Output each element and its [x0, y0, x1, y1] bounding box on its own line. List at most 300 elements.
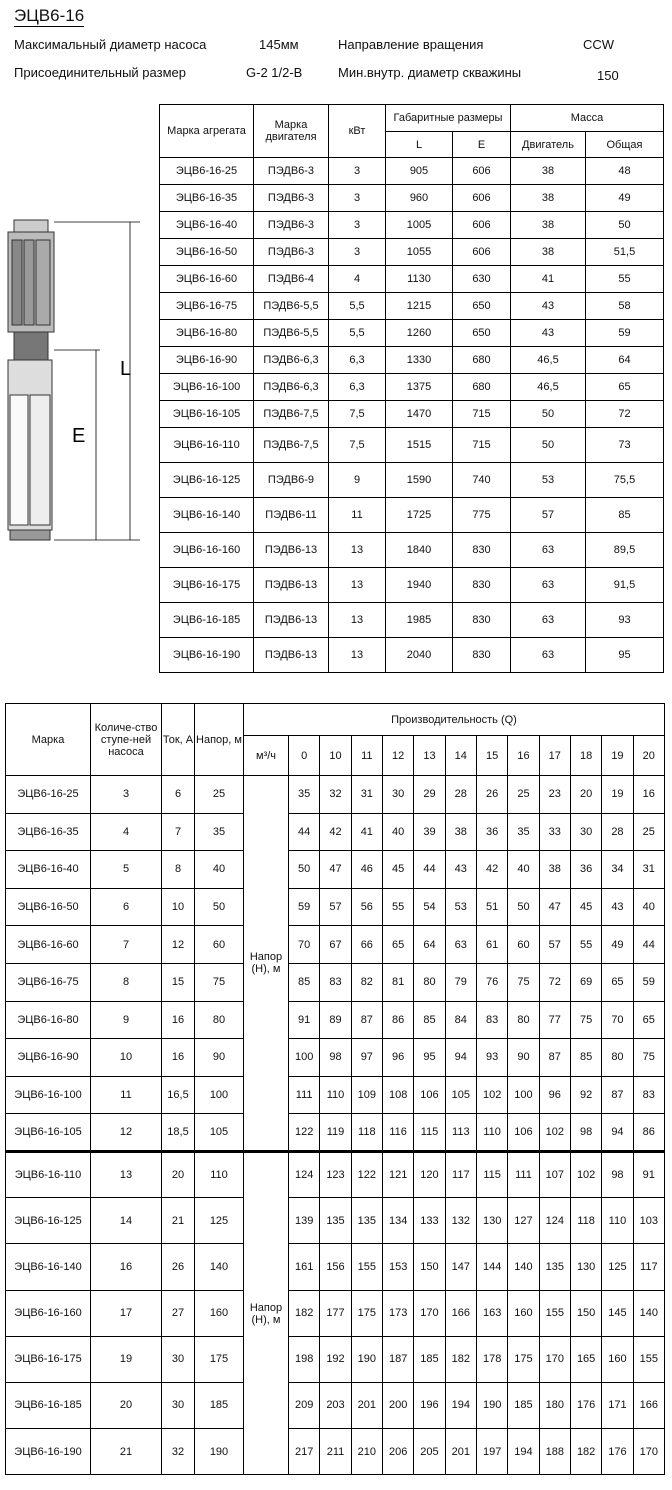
- well-diameter-value: 150: [597, 68, 619, 83]
- table-cell: 90: [195, 1039, 244, 1077]
- head-value: 182: [445, 1336, 476, 1382]
- table-cell: 9: [91, 1001, 162, 1039]
- head-value: 119: [320, 1114, 351, 1152]
- table-cell: 30: [162, 1336, 195, 1382]
- head-value: 65: [602, 963, 633, 1001]
- table-cell: 65: [586, 374, 664, 401]
- table-cell: ПЭДВ6-11: [254, 498, 329, 533]
- head-value: 125: [602, 1244, 633, 1290]
- head-value: 91: [289, 1001, 320, 1039]
- table-cell: ПЭДВ6-3: [254, 185, 329, 212]
- col-mass-total-header: Общая: [586, 132, 664, 158]
- head-value: 165: [570, 1336, 601, 1382]
- head-value: 111: [289, 1076, 320, 1114]
- head-value: 139: [289, 1198, 320, 1244]
- table-row: [160, 401, 664, 428]
- table-cell: ЭЦВ6-16-105: [160, 401, 254, 428]
- head-value: 100: [508, 1076, 539, 1114]
- table-cell: 63: [511, 568, 586, 603]
- head-value: 170: [633, 1429, 664, 1475]
- head-value: 28: [445, 776, 476, 814]
- head-value: 67: [320, 926, 351, 964]
- table-cell: 830: [453, 568, 511, 603]
- table-cell: 38: [511, 212, 586, 239]
- table-row: [160, 533, 664, 568]
- head-value: 20: [570, 776, 601, 814]
- head-value: 155: [351, 1244, 382, 1290]
- table-cell: 80: [195, 1001, 244, 1039]
- table-cell: 1725: [386, 498, 453, 533]
- table-row: [160, 293, 664, 320]
- head-value: 134: [382, 1198, 413, 1244]
- head-value: 103: [633, 1198, 664, 1244]
- flow-header: 10: [320, 736, 351, 776]
- table-cell: 43: [511, 320, 586, 347]
- table-cell: 14: [91, 1198, 162, 1244]
- head-value: 122: [351, 1151, 382, 1197]
- table-cell: 1515: [386, 428, 453, 463]
- head-value: 121: [382, 1151, 413, 1197]
- head-value: 85: [289, 963, 320, 1001]
- connection-value: G-2 1/2-B: [246, 65, 303, 80]
- table-cell: 20: [91, 1382, 162, 1428]
- table-cell: 1260: [386, 320, 453, 347]
- table-cell: ПЭДВ6-3: [254, 239, 329, 266]
- head-value: 175: [508, 1336, 539, 1382]
- head-value: 87: [351, 1001, 382, 1039]
- head-value: 120: [414, 1151, 445, 1197]
- table-cell: 50: [195, 888, 244, 926]
- head-value: 35: [508, 813, 539, 851]
- head-label: Напор (Н), м: [244, 1151, 289, 1474]
- head-value: 100: [289, 1039, 320, 1077]
- head-value: 109: [351, 1076, 382, 1114]
- head-value: 72: [539, 963, 570, 1001]
- col-L-header: L: [386, 132, 453, 158]
- head-value: 113: [445, 1114, 476, 1152]
- table-row: [6, 1114, 665, 1152]
- table-cell: 1330: [386, 347, 453, 374]
- table-cell: 50: [511, 428, 586, 463]
- head-value: 210: [351, 1429, 382, 1475]
- table-row: [160, 603, 664, 638]
- table-cell: 190: [195, 1429, 244, 1475]
- table-cell: 2040: [386, 638, 453, 673]
- table-cell: 46,5: [511, 347, 586, 374]
- table-row: [160, 158, 664, 185]
- table-cell: 12: [162, 926, 195, 964]
- head-value: 84: [445, 1001, 476, 1039]
- table-cell: ПЭДВ6-5,5: [254, 293, 329, 320]
- table-cell: ЭЦВ6-16-40: [160, 212, 254, 239]
- table-cell: 46,5: [511, 374, 586, 401]
- table-cell: 17: [91, 1290, 162, 1336]
- flow-header: 0: [289, 736, 320, 776]
- table-cell: 15: [162, 963, 195, 1001]
- table-row: [160, 463, 664, 498]
- head-value: 83: [633, 1076, 664, 1114]
- head-value: 36: [476, 813, 507, 851]
- head-value: 16: [633, 776, 664, 814]
- head-value: 75: [570, 1001, 601, 1039]
- head-value: 105: [445, 1076, 476, 1114]
- table-cell: 650: [453, 320, 511, 347]
- head-value: 40: [633, 888, 664, 926]
- table-cell: 16: [91, 1244, 162, 1290]
- flow-header: 12: [382, 736, 413, 776]
- table-cell: 16: [162, 1039, 195, 1077]
- head-value: 36: [570, 851, 601, 889]
- head-value: 28: [602, 813, 633, 851]
- head-value: 19: [602, 776, 633, 814]
- head-value: 95: [414, 1039, 445, 1077]
- head-value: 122: [289, 1114, 320, 1152]
- table-cell: 830: [453, 638, 511, 673]
- head-value: 30: [382, 776, 413, 814]
- head-value: 170: [539, 1336, 570, 1382]
- flow-header: 20: [633, 736, 664, 776]
- table-cell: 93: [586, 603, 664, 638]
- table-cell: 21: [91, 1429, 162, 1475]
- head-value: 63: [445, 926, 476, 964]
- head-value: 190: [351, 1336, 382, 1382]
- head-value: 33: [539, 813, 570, 851]
- head-value: 166: [633, 1382, 664, 1428]
- table-cell: 775: [453, 498, 511, 533]
- table-cell: 160: [195, 1290, 244, 1336]
- table-cell: ПЭДВ6-6,3: [254, 374, 329, 401]
- table-row: [160, 498, 664, 533]
- table-cell: 59: [586, 320, 664, 347]
- head-value: 117: [445, 1151, 476, 1197]
- head-value: 35: [289, 776, 320, 814]
- table-row: [160, 638, 664, 673]
- perf-stages-header: Количе-ство ступе-ней насоса: [91, 704, 162, 776]
- table-cell: 8: [91, 963, 162, 1001]
- table-cell: 3: [329, 158, 386, 185]
- head-value: 39: [414, 813, 445, 851]
- head-value: 43: [602, 888, 633, 926]
- head-value: 201: [351, 1382, 382, 1428]
- table-cell: 830: [453, 533, 511, 568]
- perf-unit-header: Марка: [6, 704, 91, 776]
- table-cell: 606: [453, 185, 511, 212]
- head-value: 40: [508, 851, 539, 889]
- head-value: 29: [414, 776, 445, 814]
- head-value: 177: [320, 1290, 351, 1336]
- table-cell: 6: [162, 776, 195, 814]
- table-row: [160, 428, 664, 463]
- head-value: 83: [320, 963, 351, 1001]
- table-cell: 715: [453, 428, 511, 463]
- table-cell: 58: [586, 293, 664, 320]
- head-value: 182: [570, 1429, 601, 1475]
- head-value: 102: [570, 1151, 601, 1197]
- table-cell: 5: [91, 851, 162, 889]
- head-value: 64: [414, 926, 445, 964]
- table-cell: 680: [453, 347, 511, 374]
- max-diameter-label: Максимальный диаметр насоса: [14, 37, 207, 52]
- table-cell: 1130: [386, 266, 453, 293]
- head-value: 144: [476, 1244, 507, 1290]
- table-cell: 63: [511, 533, 586, 568]
- head-value: 98: [320, 1039, 351, 1077]
- head-value: 76: [476, 963, 507, 1001]
- table-cell: 85: [586, 498, 664, 533]
- table-cell: 715: [453, 401, 511, 428]
- head-value: 192: [320, 1336, 351, 1382]
- head-value: 155: [539, 1290, 570, 1336]
- head-value: 43: [445, 851, 476, 889]
- table-cell: 5,5: [329, 293, 386, 320]
- head-value: 46: [351, 851, 382, 889]
- head-label: Напор (Н), м: [244, 776, 289, 1152]
- head-value: 23: [539, 776, 570, 814]
- table-cell: ПЭДВ6-6,3: [254, 347, 329, 374]
- perf-capacity-header: Производительность (Q): [244, 704, 665, 736]
- table-cell: ЭЦВ6-16-60: [6, 926, 91, 964]
- head-value: 171: [602, 1382, 633, 1428]
- head-value: 176: [602, 1429, 633, 1475]
- head-value: 201: [445, 1429, 476, 1475]
- head-value: 49: [602, 926, 633, 964]
- head-value: 94: [445, 1039, 476, 1077]
- table-cell: ПЭДВ6-4: [254, 266, 329, 293]
- table-cell: ЭЦВ6-16-35: [6, 813, 91, 851]
- table-cell: ЭЦВ6-16-80: [160, 320, 254, 347]
- col-kw-header: кВт: [329, 105, 386, 158]
- head-value: 153: [382, 1244, 413, 1290]
- table-cell: ПЭДВ6-13: [254, 638, 329, 673]
- head-value: 145: [602, 1290, 633, 1336]
- table-cell: 11: [329, 498, 386, 533]
- table-cell: 21: [162, 1198, 195, 1244]
- head-value: 170: [414, 1290, 445, 1336]
- head-value: 205: [414, 1429, 445, 1475]
- table-cell: ЭЦВ6-16-160: [6, 1290, 91, 1336]
- table-cell: 35: [195, 813, 244, 851]
- head-value: 147: [445, 1244, 476, 1290]
- table-cell: 38: [511, 185, 586, 212]
- head-value: 117: [633, 1244, 664, 1290]
- table-cell: 20: [162, 1151, 195, 1197]
- head-value: 194: [445, 1382, 476, 1428]
- head-value: 102: [476, 1076, 507, 1114]
- table-cell: 185: [195, 1382, 244, 1428]
- head-value: 155: [633, 1336, 664, 1382]
- head-value: 96: [382, 1039, 413, 1077]
- head-value: 44: [414, 851, 445, 889]
- col-mass-motor-header: Двигатель: [511, 132, 586, 158]
- head-value: 80: [508, 1001, 539, 1039]
- table-row: [160, 320, 664, 347]
- head-value: 60: [508, 926, 539, 964]
- table-cell: ЭЦВ6-16-185: [6, 1382, 91, 1428]
- table-cell: 18,5: [162, 1114, 195, 1152]
- table-row: [6, 1382, 665, 1428]
- table-row: [160, 347, 664, 374]
- head-value: 85: [414, 1001, 445, 1039]
- table-cell: 13: [329, 568, 386, 603]
- table-cell: ЭЦВ6-16-25: [6, 776, 91, 814]
- table-cell: 100: [195, 1076, 244, 1114]
- table-cell: 630: [453, 266, 511, 293]
- table-cell: ЭЦВ6-16-190: [6, 1429, 91, 1475]
- head-value: 124: [539, 1198, 570, 1244]
- head-value: 80: [602, 1039, 633, 1077]
- head-value: 56: [351, 888, 382, 926]
- table-cell: 50: [586, 212, 664, 239]
- head-value: 209: [289, 1382, 320, 1428]
- table-cell: ЭЦВ6-16-175: [6, 1336, 91, 1382]
- table-cell: 11: [91, 1076, 162, 1114]
- head-value: 102: [539, 1114, 570, 1152]
- col-E-header: E: [453, 132, 511, 158]
- head-value: 90: [508, 1039, 539, 1077]
- connection-label: Присоединительный размер: [14, 65, 186, 80]
- head-value: 194: [508, 1429, 539, 1475]
- col-motor-header: Марка двигателя: [254, 105, 329, 158]
- table-row: [6, 813, 665, 851]
- table-cell: 12: [91, 1114, 162, 1152]
- head-value: 82: [351, 963, 382, 1001]
- head-value: 160: [602, 1336, 633, 1382]
- table-cell: ЭЦВ6-16-125: [6, 1198, 91, 1244]
- head-value: 97: [351, 1039, 382, 1077]
- flow-header: 13: [414, 736, 445, 776]
- head-value: 53: [445, 888, 476, 926]
- table-row: [160, 212, 664, 239]
- table-cell: 13: [329, 638, 386, 673]
- table-cell: ЭЦВ6-16-60: [160, 266, 254, 293]
- table-cell: 3: [329, 185, 386, 212]
- table-cell: 60: [195, 926, 244, 964]
- head-value: 41: [351, 813, 382, 851]
- head-value: 178: [476, 1336, 507, 1382]
- head-value: 25: [633, 813, 664, 851]
- table-cell: 1985: [386, 603, 453, 638]
- head-value: 115: [476, 1151, 507, 1197]
- head-value: 38: [445, 813, 476, 851]
- table-cell: 75: [195, 963, 244, 1001]
- head-value: 98: [570, 1114, 601, 1152]
- head-value: 59: [289, 888, 320, 926]
- table-row: [6, 1290, 665, 1336]
- table-cell: 830: [453, 603, 511, 638]
- flow-header: 14: [445, 736, 476, 776]
- table-cell: 7: [91, 926, 162, 964]
- table-cell: 7,5: [329, 428, 386, 463]
- head-value: 198: [289, 1336, 320, 1382]
- table-cell: ЭЦВ6-16-90: [160, 347, 254, 374]
- table-cell: 3: [329, 239, 386, 266]
- head-value: 175: [351, 1290, 382, 1336]
- head-value: 66: [351, 926, 382, 964]
- table-cell: ПЭДВ6-3: [254, 212, 329, 239]
- table-row: [160, 185, 664, 212]
- head-value: 196: [414, 1382, 445, 1428]
- table-cell: 40: [195, 851, 244, 889]
- table-cell: 6,3: [329, 374, 386, 401]
- head-value: 108: [382, 1076, 413, 1114]
- table-cell: 16: [162, 1001, 195, 1039]
- head-value: 57: [539, 926, 570, 964]
- head-value: 94: [602, 1114, 633, 1152]
- table-cell: 10: [162, 888, 195, 926]
- head-value: 110: [476, 1114, 507, 1152]
- head-value: 124: [289, 1151, 320, 1197]
- table-cell: ПЭДВ6-7,5: [254, 428, 329, 463]
- head-value: 110: [602, 1198, 633, 1244]
- head-value: 156: [320, 1244, 351, 1290]
- head-value: 77: [539, 1001, 570, 1039]
- table-cell: ПЭДВ6-13: [254, 533, 329, 568]
- flow-header: 16: [508, 736, 539, 776]
- head-value: 106: [414, 1076, 445, 1114]
- head-value: 140: [508, 1244, 539, 1290]
- head-value: 32: [320, 776, 351, 814]
- table-cell: ЭЦВ6-16-80: [6, 1001, 91, 1039]
- head-value: 135: [539, 1244, 570, 1290]
- table-cell: 30: [162, 1382, 195, 1428]
- head-value: 93: [476, 1039, 507, 1077]
- head-value: 135: [320, 1198, 351, 1244]
- table-cell: 650: [453, 293, 511, 320]
- head-value: 187: [382, 1336, 413, 1382]
- head-value: 197: [476, 1429, 507, 1475]
- table-cell: ПЭДВ6-7,5: [254, 401, 329, 428]
- head-value: 185: [508, 1382, 539, 1428]
- head-value: 65: [382, 926, 413, 964]
- head-value: 87: [539, 1039, 570, 1077]
- table-cell: 1590: [386, 463, 453, 498]
- table-cell: ЭЦВ6-16-90: [6, 1039, 91, 1077]
- performance-table: [5, 703, 665, 1475]
- table-cell: 960: [386, 185, 453, 212]
- head-value: 110: [320, 1076, 351, 1114]
- head-value: 133: [414, 1198, 445, 1244]
- table-row: [6, 1429, 665, 1475]
- head-value: 79: [445, 963, 476, 1001]
- head-value: 118: [351, 1114, 382, 1152]
- head-value: 107: [539, 1151, 570, 1197]
- head-value: 206: [382, 1429, 413, 1475]
- table-row: [6, 963, 665, 1001]
- table-cell: ЭЦВ6-16-105: [6, 1114, 91, 1152]
- head-value: 34: [602, 851, 633, 889]
- table-row: [6, 776, 665, 814]
- table-cell: ЭЦВ6-16-75: [160, 293, 254, 320]
- table-cell: 73: [586, 428, 664, 463]
- table-cell: 63: [511, 638, 586, 673]
- head-value: 150: [414, 1244, 445, 1290]
- table-row: [6, 851, 665, 889]
- flow-header: 18: [570, 736, 601, 776]
- table-cell: 27: [162, 1290, 195, 1336]
- head-value: 55: [382, 888, 413, 926]
- head-value: 44: [633, 926, 664, 964]
- table-row: [160, 374, 664, 401]
- table-cell: 50: [511, 401, 586, 428]
- table-cell: 51,5: [586, 239, 664, 266]
- table-row: [6, 888, 665, 926]
- head-value: 135: [351, 1198, 382, 1244]
- max-diameter-value: 145мм: [259, 37, 299, 52]
- flow-header: 11: [351, 736, 382, 776]
- table-cell: 38: [511, 239, 586, 266]
- head-value: 31: [351, 776, 382, 814]
- table-cell: 10: [91, 1039, 162, 1077]
